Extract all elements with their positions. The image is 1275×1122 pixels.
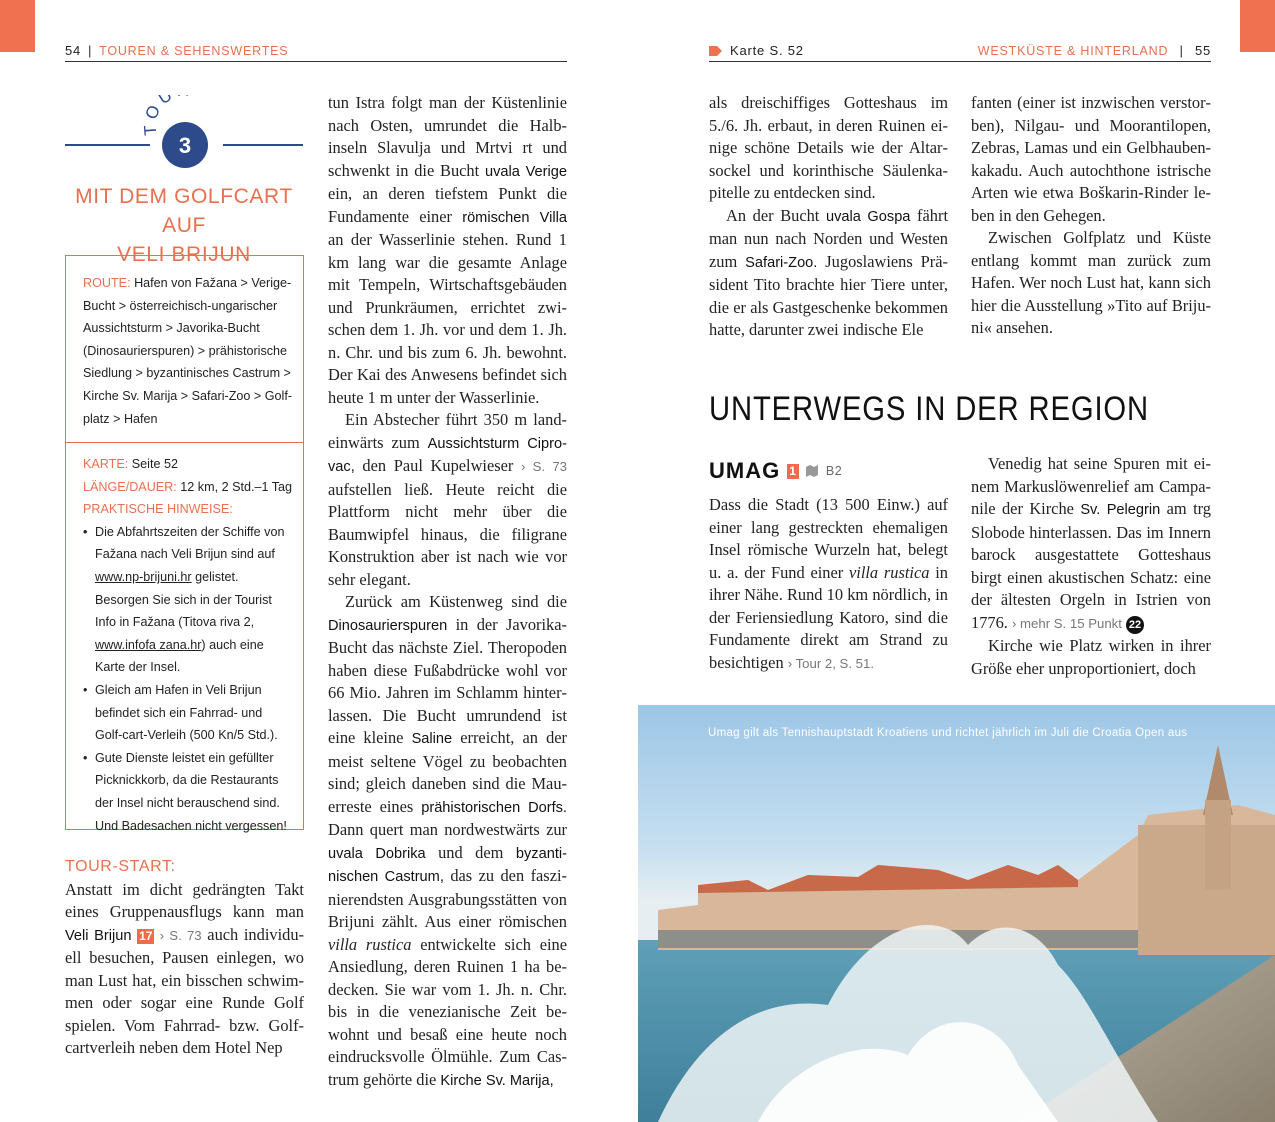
text-run: Ein Abstecher führt 350 m landeinwärts zum xyxy=(328,410,567,452)
left-page-header xyxy=(65,40,567,62)
laenge-label: LÄNGE/DAUER: xyxy=(83,479,177,494)
harbor-scene-image xyxy=(638,705,1275,1122)
place-name: Veli Brijun xyxy=(65,927,132,944)
route-label: ROUTE: xyxy=(83,276,131,290)
text-run: An der Bucht xyxy=(726,205,826,225)
tour-title-line: MIT DEM GOLFCART AUF xyxy=(75,185,293,237)
details-section xyxy=(66,443,303,837)
text-run: entwickelte sich eine Ansiedlung, deren Ruinen 1 ha bedecken. Sie war vom 1. Jh. n. Chr. bis in die venezianische Zeit bewohnt und besaß eine heute noch eindrucksvolle Ölmühle. Zum Castrum gehörte die xyxy=(328,934,567,1089)
place-name: prähistorischen Dorfs. xyxy=(421,799,567,816)
tour-logo xyxy=(65,95,303,175)
cross-reference[interactable]: › mehr S. 15 Punkt xyxy=(1011,615,1122,631)
text-run: in der Javorika-Bucht das nächste Ziel. Theropoden haben diese Fußabdrücke wohl vor 66 Mio. Jahren im Schlamm hinterlassen. Die Bucht umrundend ist eine kleine xyxy=(328,614,567,747)
text-run: das zu den faszinierendsten Ausgrabungsstätten von Brijuni zählt. Aus einer römischen xyxy=(328,866,567,931)
place-name: Kirche Sv. Marija, xyxy=(440,1072,554,1089)
karte-value: Seite 52 xyxy=(131,457,178,471)
text-run: fährt man nun nach Norden und Westen zum xyxy=(709,205,948,271)
photo-caption: Umag gilt als Tennishauptstadt Kroatiens und richtet jährlich im Juli die Croatia Open aus xyxy=(708,727,1188,739)
text-run: erreicht, an der meist seltene Vögel zu beobachten sind; gleich daneben sind die Mauerreste eines xyxy=(328,728,567,816)
page-number: 54 xyxy=(65,43,82,58)
text-run: Dass die Stadt (13 500 Einw.) auf einer lang gestreckten ehemaligen Insel römische Wurzeln hat, belegt u. a. der Fund einer xyxy=(709,495,948,582)
map-reference-label: Karte S. 52 xyxy=(730,43,804,58)
arrow-tag-icon xyxy=(709,46,722,56)
hint-item xyxy=(83,521,293,679)
column-4 xyxy=(971,92,1211,340)
column-6 xyxy=(971,453,1211,680)
tour-badge-graphic xyxy=(65,95,303,175)
text-run: ein, an deren tiefstem Punkt die Fundamente einer xyxy=(328,184,567,226)
text-run: tun Istra folgt man der Küstenlinie nach Osten, umrundet die Halbinseln Slavulja und Mrtvi rt und schwenkt in die Bucht xyxy=(328,93,567,180)
text-run: Dann quert man nordwestwärts zur xyxy=(328,820,567,839)
paragraph xyxy=(971,453,1211,635)
page-number: 55 xyxy=(1194,43,1211,58)
route-text: Hafen von Fažana > Verige-Bucht > österreichisch-ungarischer Aussichtsturm > Javorika-Bucht (Dinosaurierspuren) > prähistorische Siedlung > byzantinisches Castrum > Kirche Sv. Marija > Safari-Zoo > Golf-platz > Hafen xyxy=(83,276,293,426)
column-5 xyxy=(709,456,948,675)
cross-reference[interactable]: › S. 73 xyxy=(154,927,202,943)
paragraph xyxy=(709,494,948,675)
hint-text: Die Abfahrtszeiten der Schiffe von Fažana nach Veli Brijun sind auf xyxy=(95,524,285,562)
route-section xyxy=(66,256,303,443)
hint-item: • Gute Dienste leistet ein gefüllter Picknickkorb, da die Restaurants der Insel nicht berauschend sind. Und Badesachen nicht vergessen! xyxy=(83,747,293,837)
text-run: an der Wasserlinie stehen. Rund 1 km lang war die gesamte Anlage mit Tempeln, Wirtschaftsgebäuden und Prunkräumen, errichtet zwischen dem 1. Jh. vor und dem 1. Jh. n. Chr. und bis zum 6. Jh. bewohnt. Der Kai des Anwesens befindet sich heute 1 m unter der Wasserlinie. xyxy=(328,230,567,407)
right-page-header xyxy=(709,40,1211,62)
text-run: Anstatt im dicht gedrängten Takt eines Gruppenausflugs kann man xyxy=(65,879,304,921)
paragraph xyxy=(328,92,567,409)
umag-title: UMAG xyxy=(709,457,781,483)
text-run: auch individuell besuchen, Pausen einlegen, wo man Lust hat, ein bisschen schwimmen oder sogar eine Runde Golf spielen. Vom Fahrrad- bzw. Golfcartverleih neben dem Hotel Nep xyxy=(65,924,304,1057)
text-run: und dem xyxy=(425,842,516,862)
location-badge: 1 xyxy=(789,463,797,478)
text-run: Jugoslawiens Präsident Tito brachte hier Tiere unter, die er als Gastgeschenke bekommen hatte, darunter zwei indische Ele xyxy=(709,251,948,339)
paragraph xyxy=(971,635,1211,680)
paragraph xyxy=(328,409,567,591)
point-number-badge: 22 xyxy=(1126,616,1144,634)
hint-text: gelistet. Besorgen Sie sich in der Tourist Info in Fažana (Titova riva 2, xyxy=(95,569,272,630)
np-brijuni-link[interactable]: www.np-brijuni.hr xyxy=(95,569,192,584)
column-3 xyxy=(709,92,948,342)
umag-photo xyxy=(638,705,1275,1122)
column-2 xyxy=(328,92,567,1092)
paragraph xyxy=(65,879,304,1060)
italic-term: villa rustica xyxy=(328,934,412,954)
place-name: Sv. Pelegrin xyxy=(1080,502,1161,518)
karte-label: KARTE: xyxy=(83,457,129,471)
infofazana-link[interactable]: www.infofa zana.hr xyxy=(95,637,202,652)
tour-word: TOU xyxy=(140,95,179,137)
place-name: byzantinischen Castrum, xyxy=(328,845,567,885)
hint-text: ) auch eine Karte der Insel. xyxy=(95,637,264,675)
paragraph xyxy=(328,591,567,1092)
text-run: Zurück am Küstenweg sind die xyxy=(345,592,567,611)
text-run: fanten (einer ist inzwischen verstorben), Nilgau- und Moorantilopen, Zebras, Lamas und ein Gelbhaubenkakadu. Auch autochthone istrische Arten wie etwa Boškarin-Rinder leben in den Gehegen. xyxy=(971,93,1211,225)
separator: | xyxy=(88,43,93,58)
text-run: den Paul Kupelwieser xyxy=(354,456,522,475)
hints-list xyxy=(83,521,293,837)
map-reference[interactable] xyxy=(709,43,804,58)
page-tab-left xyxy=(0,0,35,52)
place-name: uvala Verige xyxy=(484,163,567,180)
paragraph xyxy=(709,92,948,205)
column-1 xyxy=(65,856,304,1060)
text-run: in ihrer Nähe. Rund 10 km nördlich, in der Feriensiedlung Katoro, sind die Fundamente direkt am Strand zu besichtigen xyxy=(709,562,948,672)
umag-heading xyxy=(709,456,948,486)
place-name: Aussichtsturm Ciprovac, xyxy=(328,435,567,475)
cross-reference[interactable]: › Tour 2, S. 51. xyxy=(787,655,875,671)
place-name: Safari-Zoo. xyxy=(745,254,818,271)
text-run: Zwischen Golfplatz und Küste entlang kommt man zurück zum Hafen. Wer noch Lust hat, kann sich hier die Ausstellung »Tito auf Brijuni« ansehen. xyxy=(971,228,1211,337)
hinweise-label: PRAKTISCHE HINWEISE: xyxy=(83,502,233,517)
italic-term: villa rustica xyxy=(849,562,930,582)
text-run: als dreischiffiges Gotteshaus im 5./6. Jh. erbaut, in deren Ruinen einige schöne Details wie der Altarsockel und korinthische Säulenkapitelle zu entdecken sind. xyxy=(709,93,948,202)
location-badge: 17 xyxy=(139,928,153,943)
text-run: aufstellen ließ. Heute reicht die Plattform nicht mehr über die Baumwipfel hinaus, die filigrane Konstruktion aber ist nach wie vor sehr elegant. xyxy=(328,479,567,589)
text-run: Venedig hat seine Spuren mit einem Markuslöwenrelief am Campanile der Kirche xyxy=(971,454,1211,518)
cross-reference[interactable]: › S. 73 xyxy=(521,459,567,474)
text-run: am trg Slobode hinterlassen. Das im Innern barock ausgestattete Gotteshaus birgt einen akustischen Schatz: eine der ältesten Orgeln in Istrien von 1776. xyxy=(971,499,1211,632)
map-grid-ref: B2 xyxy=(825,463,843,478)
paragraph xyxy=(971,92,1211,227)
tour-title-line: VELI BRIJUN xyxy=(117,243,251,266)
separator: | xyxy=(1179,44,1184,58)
laenge-value: 12 km, 2 Std.–1 Tag xyxy=(180,479,293,494)
place-name: uvala Dobrika xyxy=(328,845,426,862)
hint-item: • Gleich am Hafen in Veli Brijun befindet sich ein Fahrrad- und Golf-cart-Verleih (500 Kn/5 Std.). xyxy=(83,679,293,747)
tour-start-heading: TOUR-START: xyxy=(65,858,176,875)
paragraph xyxy=(709,205,948,342)
place-name: uvala Gospa xyxy=(825,208,911,225)
page-tab-right xyxy=(1240,0,1275,52)
section-title: TOUREN & SEHENSWERTES xyxy=(99,43,289,58)
section-title: WESTKÜSTE & HINTERLAND xyxy=(977,44,1169,58)
place-name: römischen Villa xyxy=(462,209,567,226)
paragraph xyxy=(971,227,1211,340)
tour-number: 3 xyxy=(178,133,192,158)
place-name: Saline xyxy=(411,731,453,747)
map-icon xyxy=(806,465,819,477)
text-run: Kirche wie Platz wirken in ihrer Größe eher unproportioniert, doch xyxy=(971,636,1211,678)
region-heading: UNTERWEGS IN DER REGION xyxy=(709,390,1150,428)
place-name: Dinosaurierspuren xyxy=(328,617,448,634)
tour-info-box xyxy=(65,255,304,833)
